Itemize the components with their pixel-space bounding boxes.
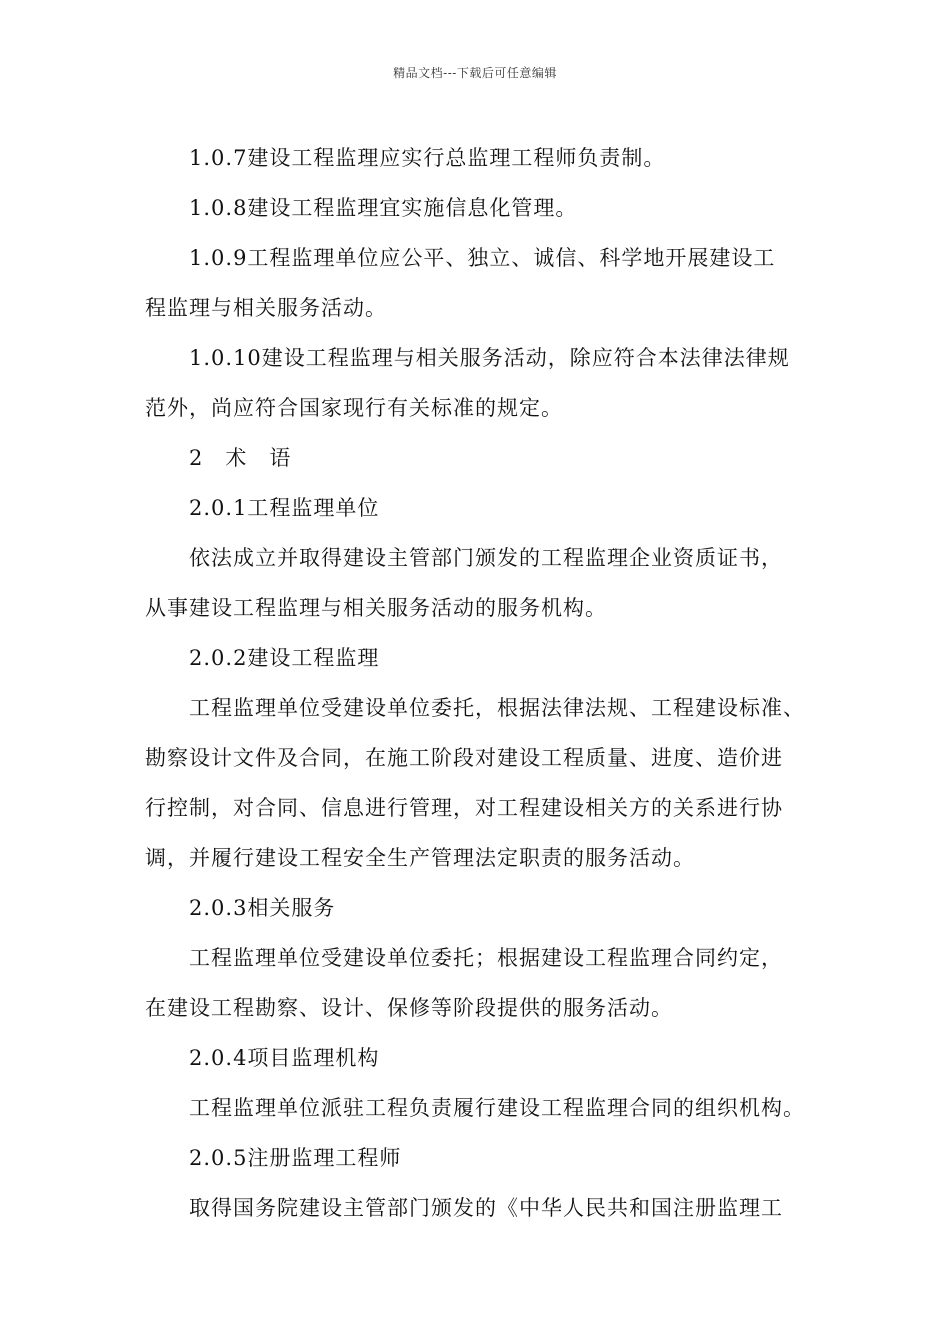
clause-1-0-7: 1.0.7建设工程监理应实行总监理工程师负责制。 xyxy=(189,146,666,170)
clause-1-0-9: 1.0.9工程监理单位应公平、独立、诚信、科学地开展建设工 xyxy=(189,246,776,270)
section-heading-terms: 2 术 语 xyxy=(189,446,292,470)
term-2-0-4-title: 2.0.4项目监理机构 xyxy=(189,1046,380,1070)
term-2-0-2-body-cont-3: 调，并履行建设工程安全生产管理法定职责的服务活动。 xyxy=(145,846,695,870)
term-2-0-3-body-cont: 在建设工程勘察、设计、保修等阶段提供的服务活动。 xyxy=(145,996,673,1020)
term-2-0-3-title: 2.0.3相关服务 xyxy=(189,896,336,920)
term-2-0-2-title: 2.0.2建设工程监理 xyxy=(189,646,380,670)
term-2-0-1-body: 依法成立并取得建设主管部门颁发的工程监理企业资质证书， xyxy=(189,546,783,570)
term-2-0-4-body: 工程监理单位派驻工程负责履行建设工程监理合同的组织机构。 xyxy=(189,1096,805,1120)
document-body xyxy=(145,133,825,1233)
clause-1-0-8: 1.0.8建设工程监理宜实施信息化管理。 xyxy=(189,196,578,220)
term-2-0-2-body: 工程监理单位受建设单位委托，根据法律法规、工程建设标准、 xyxy=(189,696,805,720)
term-2-0-5-body: 取得国务院建设主管部门颁发的《中华人民共和国注册监理工 xyxy=(189,1196,783,1220)
clause-1-0-9-cont: 程监理与相关服务活动。 xyxy=(145,296,387,320)
page-header: 精品文档---下载后可任意编辑 xyxy=(393,66,557,80)
term-2-0-3-body: 工程监理单位受建设单位委托；根据建设工程监理合同约定， xyxy=(189,946,783,970)
term-2-0-1-title: 2.0.1工程监理单位 xyxy=(189,496,380,520)
term-2-0-2-body-cont-2: 行控制，对合同、信息进行管理，对工程建设相关方的关系进行协 xyxy=(145,796,783,820)
clause-1-0-10: 1.0.10建设工程监理与相关服务活动，除应符合本法律法律规 xyxy=(189,346,790,370)
term-2-0-5-title: 2.0.5注册监理工程师 xyxy=(189,1146,402,1170)
clause-1-0-10-cont: 范外，尚应符合国家现行有关标准的规定。 xyxy=(145,396,563,420)
term-2-0-1-body-cont: 从事建设工程监理与相关服务活动的服务机构。 xyxy=(145,596,607,620)
term-2-0-2-body-cont-1: 勘察设计文件及合同，在施工阶段对建设工程质量、进度、造价进 xyxy=(145,746,783,770)
